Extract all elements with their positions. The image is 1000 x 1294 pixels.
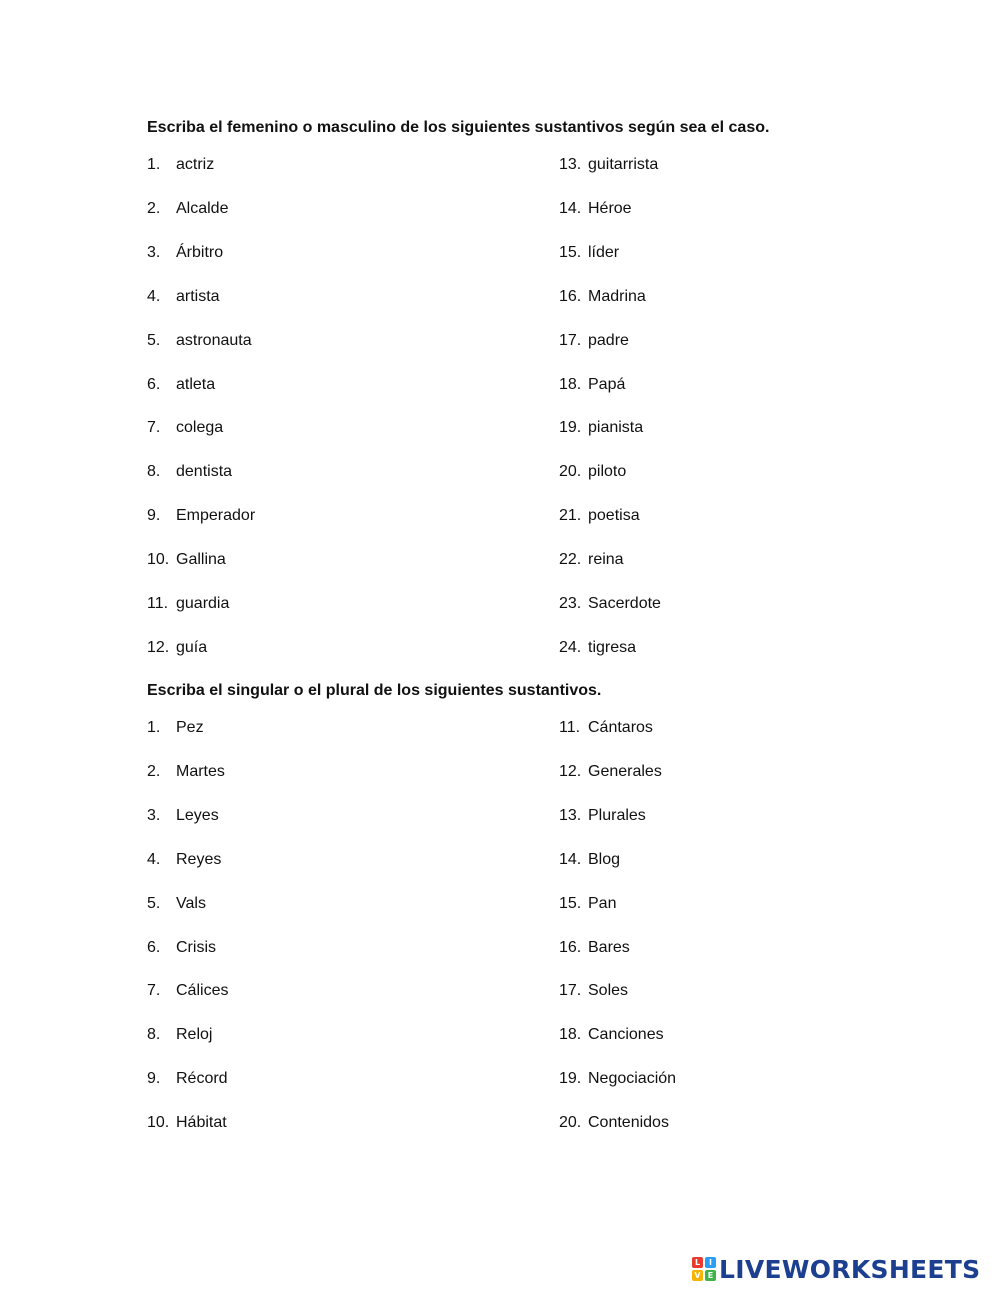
item-word: Emperador (176, 507, 256, 525)
item-word: Cálices (176, 982, 229, 1000)
item-word: Plurales (588, 806, 646, 824)
item-word: guardia (176, 595, 230, 612)
item-number: 18. (559, 375, 582, 393)
list-item (147, 981, 228, 1001)
list-item (559, 981, 628, 1001)
item-number: 20. (559, 463, 582, 481)
item-number: 9. (147, 1070, 161, 1088)
list-item (559, 762, 662, 782)
list-item (559, 1025, 664, 1045)
logo-text: LIVEWORKSHEETS (719, 1254, 981, 1284)
list-item (147, 1113, 227, 1133)
item-word: reina (588, 551, 624, 569)
item-number: 19. (559, 1070, 582, 1088)
item-word: Alcalde (176, 199, 229, 217)
item-word: Canciones (588, 1026, 664, 1044)
item-word: guía (176, 638, 208, 656)
list-item (559, 287, 646, 307)
item-word: Madrina (588, 287, 646, 305)
item-word: Pez (176, 719, 204, 736)
item-word: dentista (176, 463, 233, 481)
item-number: 4. (147, 287, 161, 305)
list-item (559, 806, 646, 826)
list-item (559, 155, 658, 175)
item-number: 7. (147, 982, 161, 1000)
item-word: Reyes (176, 850, 222, 868)
item-number: 3. (147, 806, 161, 824)
item-number: 10. (147, 551, 170, 569)
logo-mark-icon (692, 1257, 716, 1281)
list-item (147, 331, 252, 351)
list-item (559, 1069, 676, 1089)
item-number: 2. (147, 199, 161, 217)
item-word: actriz (176, 156, 215, 173)
list-item (559, 418, 643, 438)
item-word: Hábitat (176, 1114, 227, 1132)
item-word: Récord (176, 1070, 228, 1088)
item-number: 21. (559, 507, 582, 525)
list-item (559, 938, 630, 958)
logo-mark-l: L (692, 1257, 703, 1268)
item-number: 6. (147, 375, 161, 393)
item-number: 11. (147, 595, 169, 612)
item-word: Leyes (176, 806, 219, 824)
list-item (147, 850, 221, 870)
item-number: 13. (559, 806, 582, 824)
item-number: 14. (559, 199, 582, 217)
logo-mark-i: I (705, 1257, 716, 1268)
list-item (559, 375, 625, 395)
item-number: 8. (147, 463, 161, 481)
list-item (147, 550, 226, 570)
item-word: atleta (176, 375, 216, 393)
item-word: Martes (176, 762, 225, 780)
list-item (559, 462, 626, 482)
list-item (147, 155, 214, 175)
list-item (559, 638, 636, 658)
item-number: 15. (559, 894, 582, 912)
item-number: 12. (147, 638, 170, 656)
item-word: pianista (588, 419, 644, 437)
item-word: Árbitro (176, 243, 224, 261)
list-item (559, 594, 661, 614)
item-word: Crisis (176, 938, 216, 956)
item-word: líder (588, 243, 620, 261)
list-item (147, 762, 225, 782)
list-item (147, 375, 215, 395)
list-item (559, 850, 620, 870)
section1-heading: Escriba el femenino o masculino de los siguientes sustantivos según sea el caso. (147, 119, 770, 136)
item-number: 6. (147, 938, 161, 956)
item-word: artista (176, 287, 220, 305)
item-word: poetisa (588, 507, 640, 525)
item-number: 10. (147, 1114, 170, 1132)
list-item (147, 1069, 228, 1089)
item-number: 19. (559, 419, 582, 437)
item-word: Generales (588, 762, 662, 780)
item-word: Soles (588, 982, 629, 1000)
list-item (147, 594, 229, 614)
item-number: 17. (559, 331, 582, 349)
list-item (147, 287, 220, 307)
list-item (559, 894, 616, 914)
item-number: 5. (147, 894, 161, 912)
list-item (559, 243, 619, 263)
item-word: guitarrista (588, 156, 659, 173)
list-item (147, 718, 204, 738)
item-word: tigresa (588, 638, 637, 656)
list-item (147, 806, 219, 826)
list-item (147, 1025, 212, 1045)
section2-heading: Escriba el singular o el plural de los siguientes sustantivos. (147, 682, 602, 699)
list-item (147, 894, 206, 914)
item-word: Bares (588, 938, 630, 956)
item-number: 16. (559, 287, 582, 305)
item-word: Gallina (176, 551, 226, 569)
logo-mark-v: V (692, 1270, 703, 1281)
logo-mark-e: E (705, 1270, 716, 1281)
item-word: piloto (588, 463, 627, 481)
item-word: Papá (588, 375, 626, 393)
item-number: 11. (559, 719, 581, 736)
item-word: colega (176, 419, 224, 437)
item-word: astronauta (176, 331, 252, 349)
item-number: 4. (147, 850, 161, 868)
list-item (559, 199, 632, 219)
list-item (147, 243, 223, 263)
item-number: 17. (559, 982, 582, 1000)
item-number: 22. (559, 551, 582, 569)
list-item (559, 1113, 669, 1133)
list-item (147, 638, 207, 658)
item-number: 8. (147, 1026, 161, 1044)
list-item (559, 718, 653, 738)
list-item (147, 938, 216, 958)
list-item (559, 550, 624, 570)
item-number: 7. (147, 419, 161, 437)
item-number: 20. (559, 1114, 582, 1132)
item-number: 15. (559, 243, 582, 261)
item-number: 24. (559, 638, 582, 656)
item-word: padre (588, 331, 629, 349)
liveworksheets-logo (692, 1254, 980, 1284)
item-word: Sacerdote (588, 595, 661, 612)
item-number: 18. (559, 1026, 582, 1044)
item-word: Contenidos (588, 1114, 669, 1132)
item-number: 5. (147, 331, 161, 349)
item-number: 13. (559, 156, 582, 173)
item-word: Blog (588, 850, 621, 868)
list-item (559, 506, 640, 526)
item-word: Negociación (588, 1070, 677, 1088)
item-word: Vals (176, 894, 206, 912)
item-word: Héroe (588, 199, 632, 217)
item-number: 1. (147, 719, 161, 736)
list-item (559, 331, 629, 351)
item-number: 3. (147, 243, 161, 261)
list-item (147, 418, 223, 438)
list-item (147, 199, 228, 219)
list-item (147, 462, 232, 482)
item-number: 2. (147, 762, 161, 780)
item-word: Pan (588, 894, 617, 912)
item-number: 14. (559, 850, 582, 868)
item-word: Reloj (176, 1026, 213, 1044)
item-number: 16. (559, 938, 582, 956)
item-number: 1. (147, 156, 161, 173)
item-number: 23. (559, 595, 582, 612)
item-word: Cántaros (588, 719, 653, 736)
item-number: 9. (147, 507, 161, 525)
item-number: 12. (559, 762, 582, 780)
list-item (147, 506, 255, 526)
